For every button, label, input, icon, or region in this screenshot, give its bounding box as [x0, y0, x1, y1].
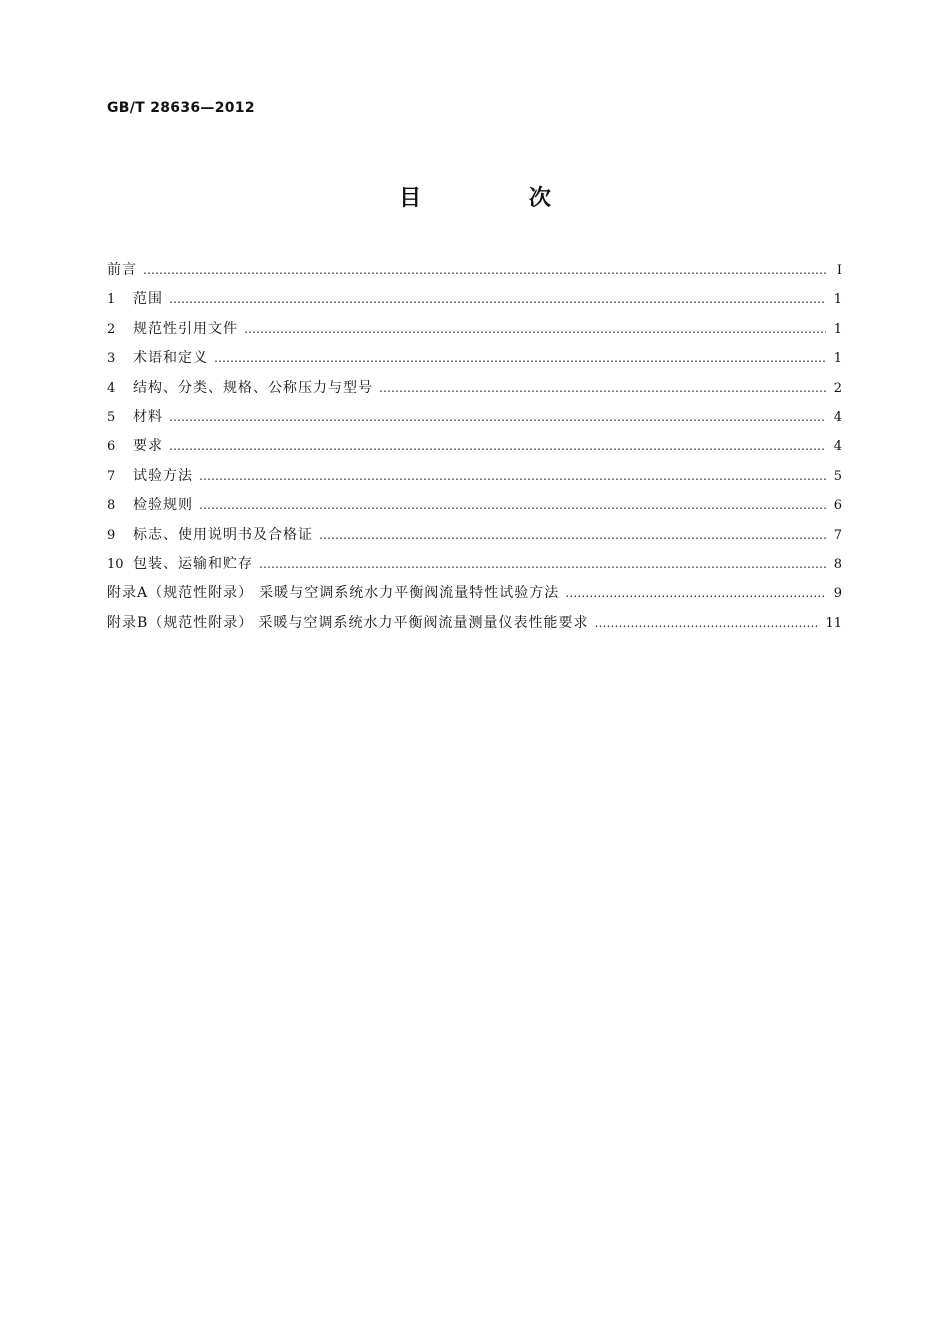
toc-entry-page: 2: [833, 380, 842, 396]
toc-leader: [199, 462, 826, 491]
toc-entry-5[interactable]: [107, 403, 842, 432]
toc-entry-page: 4: [833, 409, 842, 425]
toc-entry-8[interactable]: [107, 491, 842, 520]
toc-entry-10[interactable]: [107, 550, 842, 579]
toc-entry-page: 1: [833, 292, 842, 308]
toc-entry-9[interactable]: [107, 521, 842, 550]
toc-entry-label: 材料: [133, 408, 163, 425]
toc-leader: [244, 315, 826, 344]
toc-appendix-b[interactable]: [107, 609, 842, 638]
toc-leader: [259, 550, 826, 579]
toc-entry-number: 6: [107, 439, 116, 455]
toc-leader: [379, 374, 826, 403]
toc-entry-3[interactable]: [107, 344, 842, 373]
toc-entry-number: 8: [107, 498, 116, 514]
toc-appendix-prefix: 附录A（规范性附录）: [107, 585, 254, 602]
toc-leader: [169, 285, 826, 314]
standard-code: GB/T 28636—2012: [107, 100, 255, 116]
toc-entry-label: 结构、分类、规格、公称压力与型号: [133, 379, 373, 396]
toc-leader: [319, 521, 826, 550]
toc-entry-label: 包装、运输和贮存: [133, 555, 253, 572]
toc-appendix-prefix: 附录B（规范性附录）: [107, 614, 254, 631]
toc-entry-4[interactable]: [107, 374, 842, 403]
toc-entry-number: 4: [107, 380, 116, 396]
toc-entry-label: 规范性引用文件: [133, 320, 238, 337]
toc-entry-page: 9: [833, 586, 842, 602]
toc-entry-label: 范围: [133, 291, 163, 308]
toc-entry-label: 前言: [107, 262, 137, 278]
toc-leader: [169, 432, 826, 461]
toc-entry-page: 8: [833, 556, 842, 572]
toc-entry-2[interactable]: [107, 315, 842, 344]
toc-entry-label: 标志、使用说明书及合格证: [133, 526, 313, 543]
table-of-contents: [107, 256, 842, 638]
toc-entry-6[interactable]: [107, 432, 842, 461]
toc-entry-number: 3: [107, 351, 116, 367]
toc-entry-page: Ⅰ: [836, 263, 842, 278]
toc-entry-label: 要求: [133, 438, 163, 455]
toc-entry-page: 1: [833, 321, 842, 337]
toc-appendix-a[interactable]: [107, 579, 842, 608]
toc-entry-number: 9: [107, 527, 116, 543]
toc-entry-number: 2: [107, 321, 116, 337]
toc-entry-number: 10: [107, 556, 124, 572]
toc-entry-label: 检验规则: [133, 497, 193, 514]
toc-entry-number: 7: [107, 468, 116, 484]
toc-entry-number: 1: [107, 292, 116, 308]
toc-leader: [169, 403, 826, 432]
toc-entry-foreword[interactable]: [107, 256, 842, 285]
toc-entry-page: 4: [833, 439, 842, 455]
toc-leader: [214, 344, 826, 373]
toc-entry-number: 5: [107, 409, 116, 425]
toc-entry-7[interactable]: [107, 462, 842, 491]
toc-entry-page: 6: [833, 498, 842, 514]
toc-leader: [143, 256, 826, 285]
toc-entry-1[interactable]: [107, 285, 842, 314]
toc-appendix-label: 采暖与空调系统水力平衡阀流量测量仪表性能要求: [258, 614, 589, 631]
toc-entry-page: 1: [833, 351, 842, 367]
toc-entry-label: 试验方法: [133, 467, 193, 484]
toc-entry-page: 11: [825, 615, 842, 631]
toc-leader: [565, 579, 825, 608]
toc-entry-page: 5: [833, 468, 842, 484]
toc-appendix-label: 采暖与空调系统水力平衡阀流量特性试验方法: [259, 585, 560, 602]
toc-entry-label: 术语和定义: [133, 350, 208, 367]
toc-title: 目 次: [399, 186, 601, 211]
toc-leader: [595, 609, 818, 638]
toc-leader: [199, 491, 826, 520]
toc-entry-page: 7: [833, 527, 842, 543]
